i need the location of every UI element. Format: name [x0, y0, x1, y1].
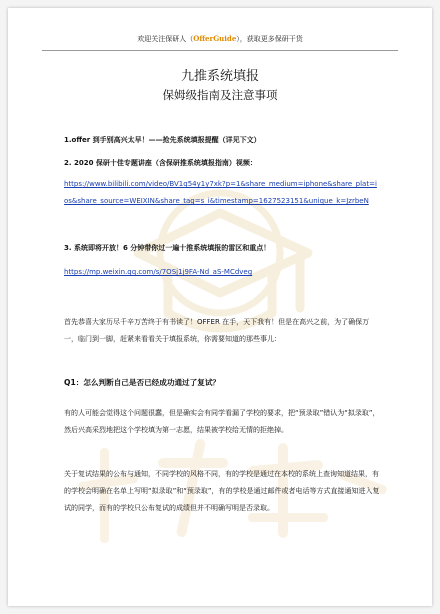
document-title: 九推系统填报: [180, 69, 259, 84]
intro-paragraph: 首先恭喜大家历尽千辛万苦终于有书读了！OFFER 在手，天下我有！但是在高兴之前，为了确保万一，临门到一脚，赶紧来看看关于填报系统，你需要知道的那些事儿：: [64, 318, 370, 343]
header-prefix: 欢迎关注保研人（: [137, 35, 194, 43]
q1-paragraph-1: 有的人可能会觉得这个问题很蠢，但是确实会有同学看漏了学校的要求，把“预录取”错认为“拟录取”，然后兴高采烈地把这个学校填为第一志愿，结果被学校给无情的拒绝掉。: [64, 409, 380, 434]
q1-heading: Q1：怎么判断自己是否已经成功通过了复试？: [64, 378, 221, 387]
header-divider: [42, 50, 398, 51]
document-subtitle: 保姆级指南及注意事项: [162, 88, 278, 102]
weixin-article-link[interactable]: https://mp.weixin.qq.com/s/7OSj1j9FA-Nd_aS-MCdveg: [64, 268, 253, 276]
page-header: [8, 34, 432, 44]
item-1: 1.offer 到手别高兴太早！——抢先系统填报提醒（详见下文）: [64, 136, 261, 144]
q1-paragraph-2: 关于复试结果的公布与通知，不同学校的风格不同，有的学校是通过在本校的系统上查询知道结果，有的学校会明确在名单上写明“拟录取”和“预录取”，有的学校是通过邮件或者电话等方式直接通知进入复试的同学，而有的学校只公布复试的成绩但并不明确写明是否录取。: [64, 470, 380, 512]
header-brand: OfferGuide: [193, 34, 237, 43]
item-3: 3. 系统即将开放！6 分钟带你过一遍十推系统填报的雷区和重点！: [64, 244, 271, 252]
document-page: [8, 8, 432, 606]
item-2: 2. 2020 保研十佳专题讲座（含保研推系统填报指南）视频：: [64, 159, 257, 167]
bilibili-video-link[interactable]: https://www.bilibili.com/video/BV1q54y1y7xk?p=1&share_medium=iphone&share_plat=ios&share_source=WEIXIN&share_tag=s_i&timestamp=1627523151&unique_k=JzrbeN: [64, 180, 377, 205]
header-suffix: ），获取更多保研干货: [236, 35, 303, 43]
